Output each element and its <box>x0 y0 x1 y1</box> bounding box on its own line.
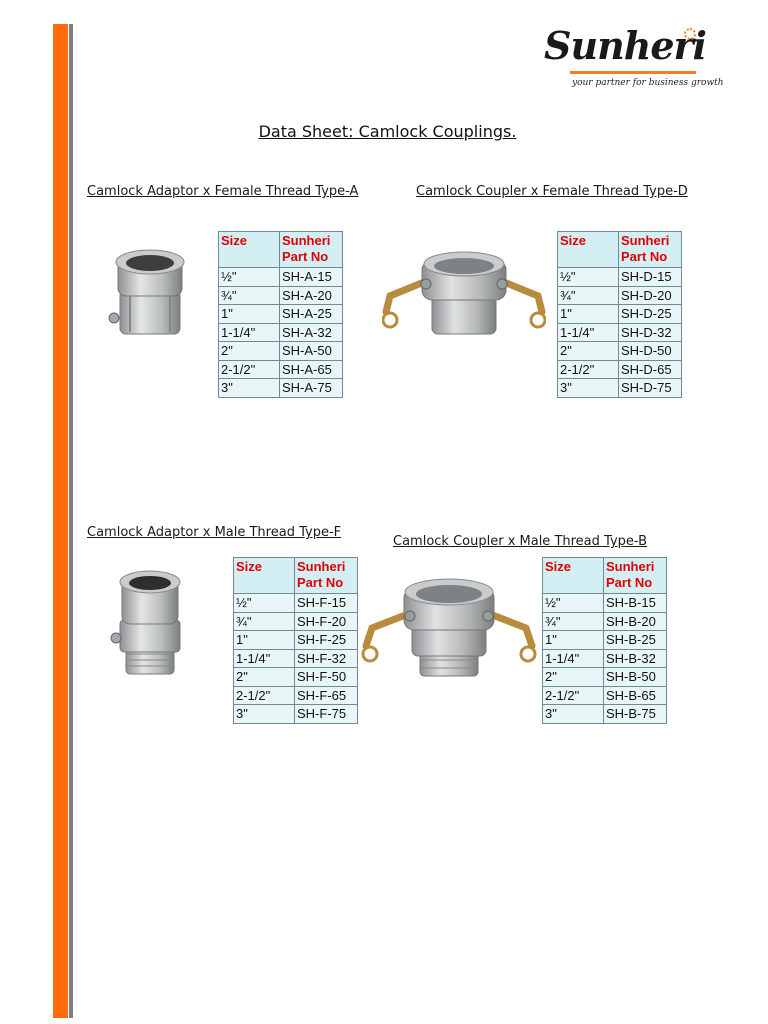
part-cell: SH-A-25 <box>280 305 343 324</box>
size-cell: 2-1/2" <box>234 686 295 705</box>
part-cell: SH-A-32 <box>280 323 343 342</box>
size-cell: 2" <box>234 668 295 687</box>
size-cell: 2" <box>543 668 604 687</box>
spec-table-type-d <box>557 231 682 398</box>
table-row <box>219 305 343 324</box>
adaptor-male-thread-image <box>108 568 190 680</box>
table-row <box>543 705 667 724</box>
part-cell: SH-F-25 <box>295 631 358 650</box>
part-cell: SH-B-25 <box>604 631 667 650</box>
table-row <box>543 649 667 668</box>
size-cell: 1-1/4" <box>543 649 604 668</box>
size-header: Size <box>558 232 619 268</box>
part-cell: SH-B-20 <box>604 612 667 631</box>
size-cell: 3" <box>234 705 295 724</box>
table-row <box>558 323 682 342</box>
grey-margin-line <box>69 24 73 1018</box>
table-row <box>219 268 343 287</box>
logo-underline <box>570 71 696 74</box>
table-row <box>219 360 343 379</box>
page-title: Data Sheet: Camlock Couplings. <box>258 122 517 141</box>
size-cell: ¾" <box>234 612 295 631</box>
section-title-type-b: Camlock Coupler x Male Thread Type-B <box>393 534 648 549</box>
size-cell: ¾" <box>219 286 280 305</box>
part-no-header: Sunheri Part No <box>295 558 358 594</box>
size-cell: ½" <box>234 594 295 613</box>
table-row <box>558 360 682 379</box>
coupler-male-thread-image <box>360 576 538 682</box>
size-cell: 1-1/4" <box>558 323 619 342</box>
part-cell: SH-D-75 <box>619 379 682 398</box>
coupler-female-thread-image <box>382 250 546 338</box>
part-cell: SH-B-50 <box>604 668 667 687</box>
gear-icon <box>684 28 696 40</box>
section-title-type-f: Camlock Adaptor x Male Thread Type-F <box>87 525 342 540</box>
part-cell: SH-D-25 <box>619 305 682 324</box>
size-header: Size <box>543 558 604 594</box>
size-cell: 3" <box>558 379 619 398</box>
logo-wordmark: Sunheri <box>544 23 706 68</box>
table-row <box>543 668 667 687</box>
size-cell: 1" <box>219 305 280 324</box>
section-title-type-a: Camlock Adaptor x Female Thread Type-A <box>87 184 359 199</box>
part-cell: SH-A-20 <box>280 286 343 305</box>
orange-margin-bar <box>53 24 68 1018</box>
table-row <box>543 594 667 613</box>
adaptor-female-thread-image <box>108 246 190 342</box>
part-cell: SH-A-75 <box>280 379 343 398</box>
size-cell: 2" <box>558 342 619 361</box>
spec-table-type-b <box>542 557 667 724</box>
table-row <box>219 286 343 305</box>
part-cell: SH-A-50 <box>280 342 343 361</box>
size-cell: ½" <box>219 268 280 287</box>
table-row <box>234 686 358 705</box>
part-cell: SH-F-15 <box>295 594 358 613</box>
part-cell: SH-B-75 <box>604 705 667 724</box>
part-cell: SH-F-50 <box>295 668 358 687</box>
spec-table-type-a <box>218 231 343 398</box>
part-cell: SH-F-20 <box>295 612 358 631</box>
table-row <box>234 705 358 724</box>
size-cell: 1-1/4" <box>234 649 295 668</box>
size-cell: 3" <box>543 705 604 724</box>
table-row <box>558 305 682 324</box>
size-cell: 2-1/2" <box>219 360 280 379</box>
part-cell: SH-B-15 <box>604 594 667 613</box>
size-cell: 1" <box>234 631 295 650</box>
part-no-header: Sunheri Part No <box>604 558 667 594</box>
section-title-type-d: Camlock Coupler x Female Thread Type-D <box>416 184 688 199</box>
part-cell: SH-D-65 <box>619 360 682 379</box>
part-no-header: Sunheri Part No <box>280 232 343 268</box>
part-cell: SH-A-15 <box>280 268 343 287</box>
table-row <box>234 631 358 650</box>
part-cell: SH-D-32 <box>619 323 682 342</box>
part-cell: SH-F-32 <box>295 649 358 668</box>
table-row <box>558 379 682 398</box>
table-row <box>543 631 667 650</box>
table-row <box>234 612 358 631</box>
table-row <box>219 379 343 398</box>
table-row <box>543 686 667 705</box>
size-cell: 2" <box>219 342 280 361</box>
logo-tagline: your partner for business growth <box>572 78 724 88</box>
size-cell: 2-1/2" <box>558 360 619 379</box>
size-cell: 1-1/4" <box>219 323 280 342</box>
table-row <box>558 342 682 361</box>
size-header: Size <box>234 558 295 594</box>
spec-table-type-f <box>233 557 358 724</box>
table-row <box>558 286 682 305</box>
part-cell: SH-B-32 <box>604 649 667 668</box>
part-cell: SH-D-50 <box>619 342 682 361</box>
size-cell: ¾" <box>558 286 619 305</box>
part-cell: SH-D-20 <box>619 286 682 305</box>
sunheri-logo <box>540 22 724 96</box>
table-row <box>234 668 358 687</box>
size-cell: 1" <box>558 305 619 324</box>
part-no-header: Sunheri Part No <box>619 232 682 268</box>
size-cell: ¾" <box>543 612 604 631</box>
part-cell: SH-F-75 <box>295 705 358 724</box>
size-header: Size <box>219 232 280 268</box>
size-cell: 1" <box>543 631 604 650</box>
table-row <box>219 342 343 361</box>
part-cell: SH-A-65 <box>280 360 343 379</box>
part-cell: SH-B-65 <box>604 686 667 705</box>
size-cell: ½" <box>543 594 604 613</box>
part-cell: SH-D-15 <box>619 268 682 287</box>
table-row <box>219 323 343 342</box>
table-row <box>234 649 358 668</box>
size-cell: 3" <box>219 379 280 398</box>
size-cell: 2-1/2" <box>543 686 604 705</box>
table-row <box>543 612 667 631</box>
part-cell: SH-F-65 <box>295 686 358 705</box>
table-row <box>558 268 682 287</box>
table-row <box>234 594 358 613</box>
size-cell: ½" <box>558 268 619 287</box>
